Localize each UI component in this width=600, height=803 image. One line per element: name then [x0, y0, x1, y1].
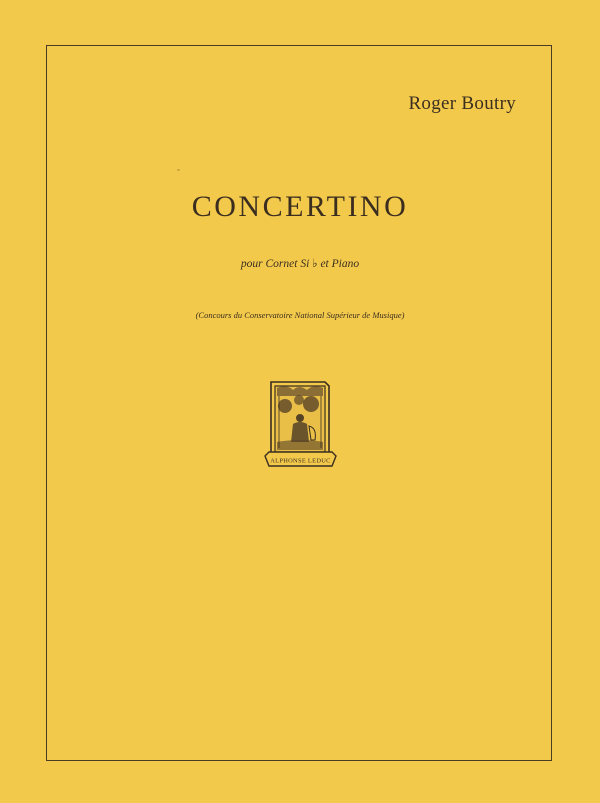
competition-note: (Concours du Conservatoire National Supérieur de Musique) [195, 310, 405, 320]
publisher-name: ALPHONSE LEDUC [270, 457, 331, 465]
work-title: CONCERTINO [191, 190, 409, 223]
composer-name: Roger Boutry [408, 93, 516, 114]
paper-speck [177, 169, 180, 171]
instrumentation-subtitle: pour Cornet Si ♭ et Piano [240, 258, 360, 270]
publisher-emblem-icon [263, 376, 338, 471]
